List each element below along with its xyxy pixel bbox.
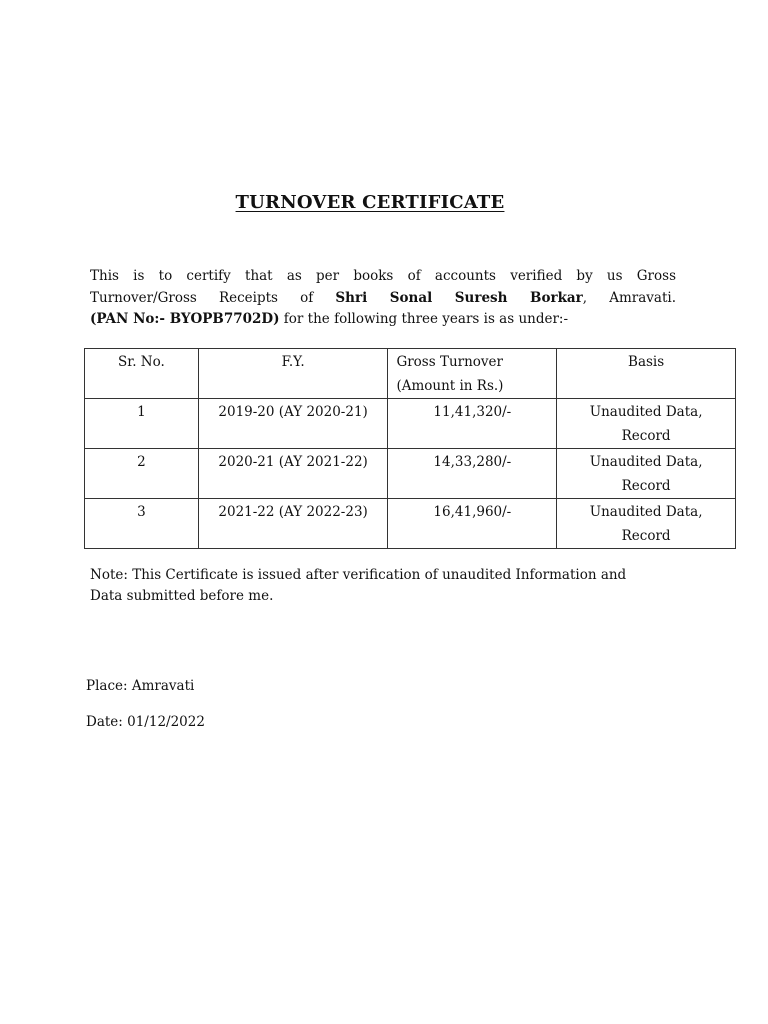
header-gross-turnover-line2: (Amount in Rs.) bbox=[396, 377, 504, 394]
cell-basis-line2: Record bbox=[621, 527, 671, 544]
cell-sr: 2 bbox=[85, 449, 199, 499]
cell-sr: 1 bbox=[85, 399, 199, 449]
intro-line-3-suffix: for the following three years is as under:- bbox=[279, 311, 569, 327]
cell-basis bbox=[557, 399, 736, 449]
intro-line-1: This is to certify that as per books of accounts verified by us Gross bbox=[90, 268, 676, 284]
cell-basis bbox=[557, 449, 736, 499]
cell-basis-line1: Unaudited Data, bbox=[589, 504, 703, 520]
cell-basis-line1: Unaudited Data, bbox=[589, 404, 703, 420]
note-line-1: Note: This Certificate is issued after verification of unaudited Information and bbox=[90, 567, 627, 583]
header-gross-turnover bbox=[388, 349, 557, 399]
cell-amount: 11,41,320/- bbox=[388, 399, 557, 449]
intro-line-3 bbox=[90, 309, 676, 331]
cell-amount: 14,33,280/- bbox=[388, 449, 557, 499]
table-row bbox=[85, 449, 736, 499]
cell-basis-line2: Record bbox=[621, 427, 671, 444]
person-name: Shri Sonal Suresh Borkar bbox=[335, 289, 583, 306]
cell-fy: 2021-22 (AY 2022-23) bbox=[198, 499, 388, 549]
note-paragraph bbox=[90, 565, 690, 607]
cell-fy: 2019-20 (AY 2020-21) bbox=[198, 399, 388, 449]
cell-basis-line1: Unaudited Data, bbox=[589, 454, 703, 470]
header-fy: F.Y. bbox=[198, 349, 388, 399]
pan-number: (PAN No:- BYOPB7702D) bbox=[90, 311, 280, 327]
intro-line-2 bbox=[90, 288, 676, 310]
date-line: Date: 01/12/2022 bbox=[86, 714, 205, 730]
intro-line-2-suffix: , Amravati. bbox=[582, 289, 676, 306]
table-row bbox=[85, 399, 736, 449]
cell-basis bbox=[557, 499, 736, 549]
table-header-row bbox=[85, 349, 736, 399]
cell-sr: 3 bbox=[85, 499, 199, 549]
header-basis: Basis bbox=[557, 349, 736, 399]
intro-paragraph bbox=[90, 266, 676, 331]
place-line: Place: Amravati bbox=[86, 678, 195, 694]
cell-amount: 16,41,960/- bbox=[388, 499, 557, 549]
header-sr-no: Sr. No. bbox=[85, 349, 199, 399]
note-line-2: Data submitted before me. bbox=[90, 588, 274, 604]
page-title: TURNOVER CERTIFICATE bbox=[235, 192, 505, 213]
turnover-table bbox=[84, 348, 736, 549]
table-row bbox=[85, 499, 736, 549]
cell-fy: 2020-21 (AY 2021-22) bbox=[198, 449, 388, 499]
intro-line-2-prefix: Turnover/Gross Receipts of bbox=[90, 289, 336, 306]
cell-basis-line2: Record bbox=[621, 477, 671, 494]
header-gross-turnover-line1: Gross Turnover bbox=[396, 354, 503, 370]
